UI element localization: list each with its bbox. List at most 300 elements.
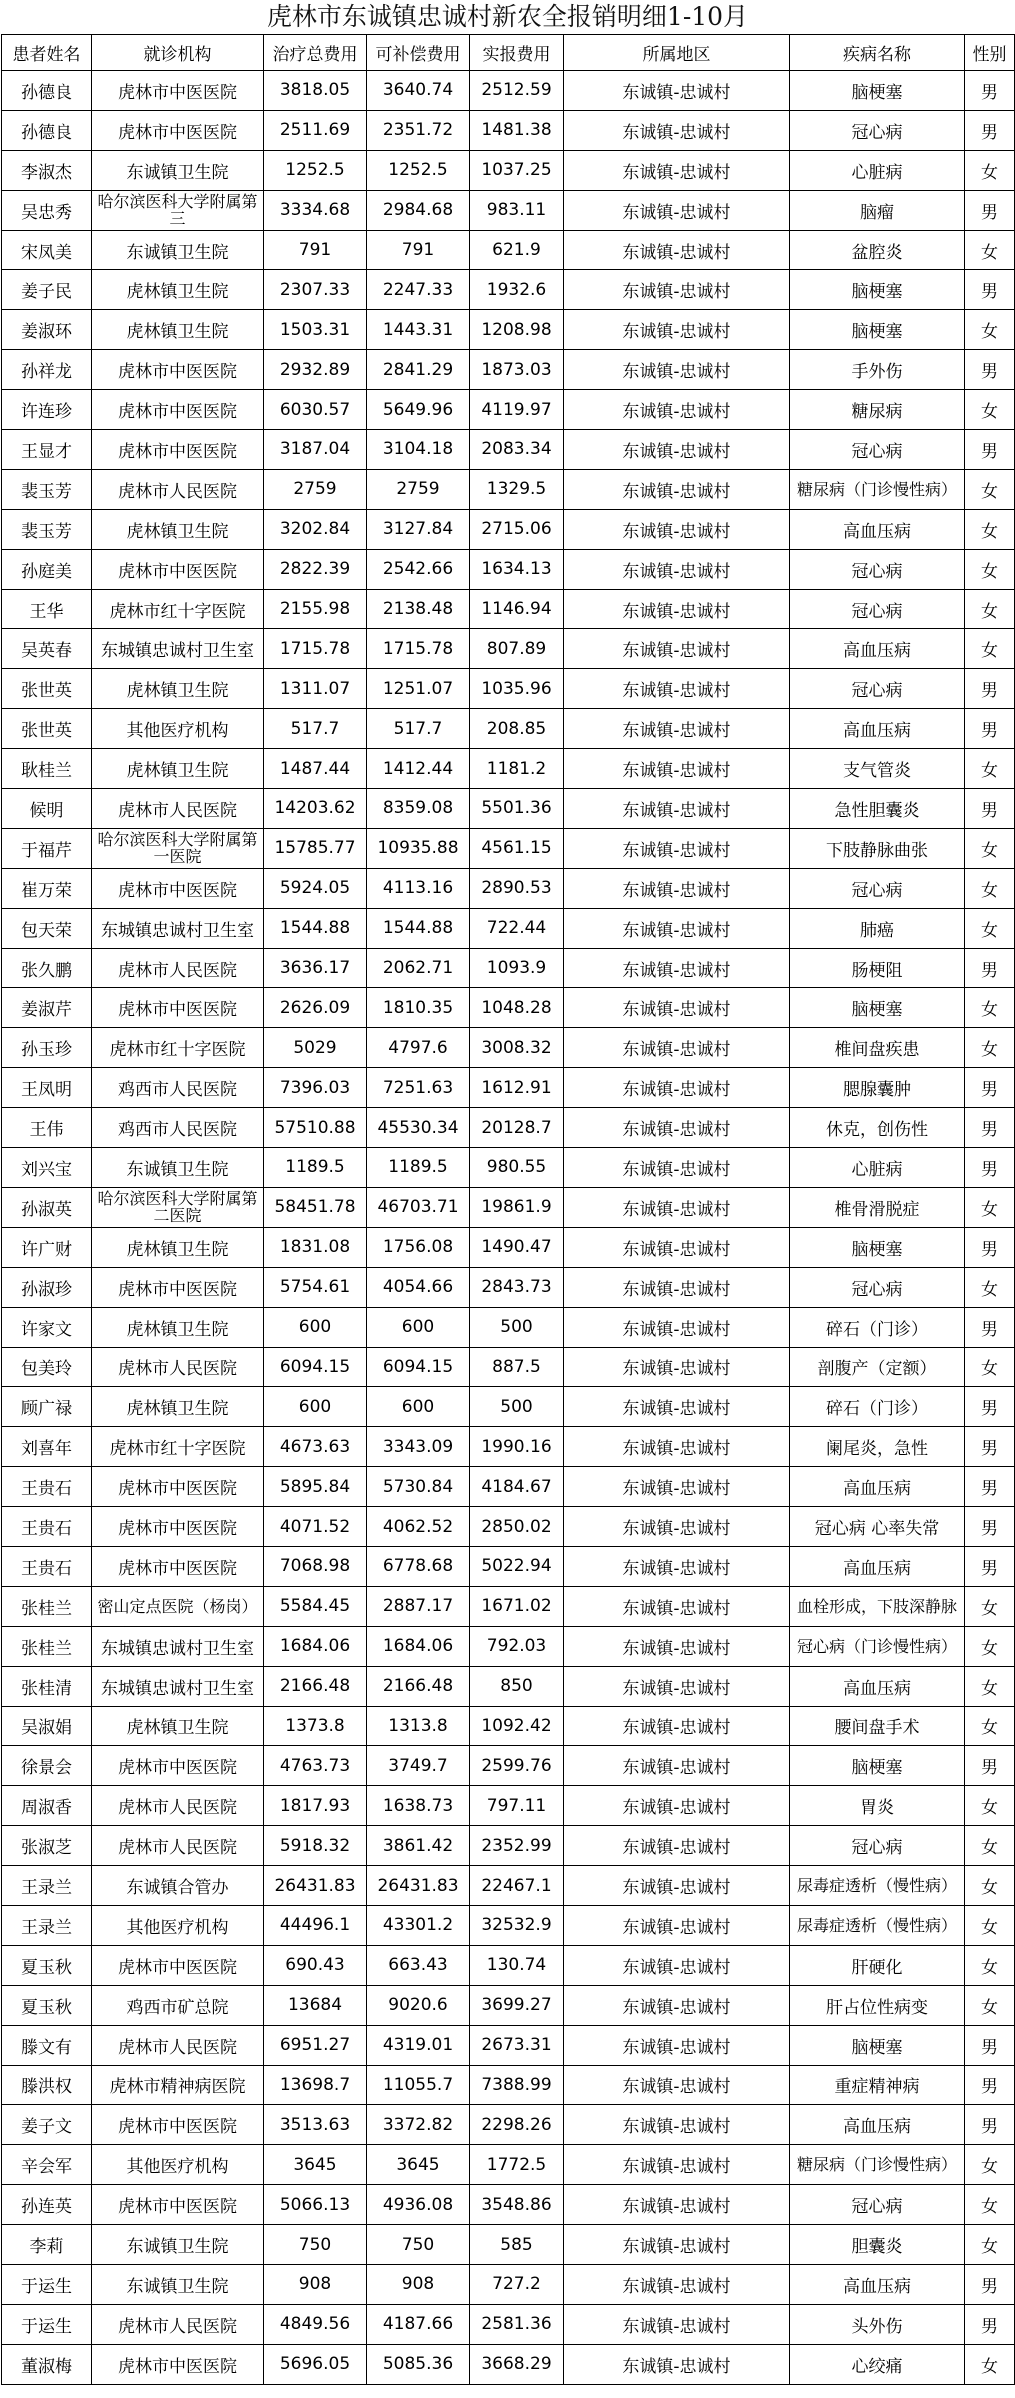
cell-region: 东诚镇-忠诚村: [564, 1108, 790, 1148]
cell-gender: 男: [965, 1307, 1015, 1347]
cell-region: 东诚镇-忠诚村: [564, 1387, 790, 1427]
table-row: [2, 1945, 1015, 1985]
cell-name: 李淑杰: [2, 150, 92, 190]
cell-name: 姜淑环: [2, 310, 92, 350]
cell-reimbursed-cost: 621.9: [470, 230, 564, 270]
cell-name: 王录兰: [2, 1905, 92, 1945]
cell-gender: 男: [965, 948, 1015, 988]
cell-region: 东诚镇-忠诚村: [564, 988, 790, 1028]
cell-total-cost: 2759: [264, 469, 367, 509]
cell-gender: 男: [965, 1148, 1015, 1188]
cell-disease: 冠心病 心率失常: [790, 1507, 965, 1547]
cell-disease: 脑梗塞: [790, 270, 965, 310]
cell-institution: 东诚镇卫生院: [92, 150, 264, 190]
cell-total-cost: 4071.52: [264, 1507, 367, 1547]
cell-reimbursed-cost: 3699.27: [470, 1985, 564, 2025]
cell-institution: 虎林市人民医院: [92, 1826, 264, 1866]
cell-gender: 男: [965, 1507, 1015, 1547]
cell-total-cost: 517.7: [264, 709, 367, 749]
cell-compensable-cost: 9020.6: [367, 1985, 470, 2025]
cell-disease: 冠心病: [790, 868, 965, 908]
table-row: [2, 948, 1015, 988]
cell-total-cost: 1715.78: [264, 629, 367, 669]
cell-disease: 高血压病: [790, 509, 965, 549]
cell-compensable-cost: 1684.06: [367, 1626, 470, 1666]
table-row: [2, 1467, 1015, 1507]
table-row: [2, 828, 1015, 868]
cell-name: 耿桂兰: [2, 749, 92, 789]
cell-gender: 女: [965, 2344, 1015, 2384]
cell-reimbursed-cost: 2673.31: [470, 2025, 564, 2065]
table-row: [2, 2304, 1015, 2344]
cell-disease: 冠心病: [790, 549, 965, 589]
cell-region: 东诚镇-忠诚村: [564, 589, 790, 629]
cell-region: 东诚镇-忠诚村: [564, 310, 790, 350]
cell-disease: 高血压病: [790, 2264, 965, 2304]
cell-name: 周淑香: [2, 1786, 92, 1826]
cell-total-cost: 6030.57: [264, 390, 367, 430]
cell-institution: 虎林市中医医院: [92, 110, 264, 150]
cell-total-cost: 3334.68: [264, 190, 367, 230]
cell-disease: 糖尿病: [790, 390, 965, 430]
table-row: [2, 2225, 1015, 2265]
cell-compensable-cost: 10935.88: [367, 828, 470, 868]
cell-disease: 高血压病: [790, 1666, 965, 1706]
cell-region: 东诚镇-忠诚村: [564, 1706, 790, 1746]
cell-gender: 男: [965, 190, 1015, 230]
cell-gender: 男: [965, 709, 1015, 749]
cell-institution: 虎林市人民医院: [92, 2304, 264, 2344]
cell-compensable-cost: 2759: [367, 469, 470, 509]
cell-compensable-cost: 3343.09: [367, 1427, 470, 1467]
cell-total-cost: 15785.77: [264, 828, 367, 868]
cell-reimbursed-cost: 1146.94: [470, 589, 564, 629]
cell-compensable-cost: 2841.29: [367, 350, 470, 390]
cell-region: 东诚镇-忠诚村: [564, 1666, 790, 1706]
cell-disease: 胃炎: [790, 1786, 965, 1826]
cell-institution: 鸡西市矿总院: [92, 1985, 264, 2025]
cell-gender: 女: [965, 1586, 1015, 1626]
header-name: 患者姓名: [2, 35, 92, 71]
cell-total-cost: 57510.88: [264, 1108, 367, 1148]
cell-region: 东诚镇-忠诚村: [564, 749, 790, 789]
cell-total-cost: 13684: [264, 1985, 367, 2025]
cell-gender: 女: [965, 509, 1015, 549]
cell-disease: 椎间盘疾患: [790, 1028, 965, 1068]
cell-disease: 心脏病: [790, 150, 965, 190]
cell-reimbursed-cost: 722.44: [470, 908, 564, 948]
header-total-cost: 治疗总费用: [264, 35, 367, 71]
cell-name: 孙德良: [2, 110, 92, 150]
cell-reimbursed-cost: 1634.13: [470, 549, 564, 589]
cell-disease: 尿毒症透析（慢性病）: [790, 1905, 965, 1945]
cell-compensable-cost: 2247.33: [367, 270, 470, 310]
page-title: 虎林市东诚镇忠诚村新农全报销明细1-10月: [266, 2, 749, 31]
cell-reimbursed-cost: 1092.42: [470, 1706, 564, 1746]
cell-disease: 肝占位性病变: [790, 1985, 965, 2025]
header-compensable-cost: 可补偿费用: [367, 35, 470, 71]
cell-institution: 虎林镇卫生院: [92, 1227, 264, 1267]
cell-total-cost: 2626.09: [264, 988, 367, 1028]
cell-reimbursed-cost: 1048.28: [470, 988, 564, 1028]
cell-total-cost: 6951.27: [264, 2025, 367, 2065]
cell-region: 东诚镇-忠诚村: [564, 469, 790, 509]
cell-region: 东诚镇-忠诚村: [564, 1347, 790, 1387]
cell-region: 东诚镇-忠诚村: [564, 230, 790, 270]
cell-compensable-cost: 908: [367, 2264, 470, 2304]
cell-disease: 急性胆囊炎: [790, 789, 965, 829]
cell-name: 夏玉秋: [2, 1985, 92, 2025]
cell-total-cost: 600: [264, 1387, 367, 1427]
cell-name: 宋凤美: [2, 230, 92, 270]
cell-reimbursed-cost: 797.11: [470, 1786, 564, 1826]
cell-gender: 男: [965, 1387, 1015, 1427]
cell-disease: 冠心病: [790, 110, 965, 150]
table-row: [2, 390, 1015, 430]
cell-name: 候明: [2, 789, 92, 829]
cell-name: 刘兴宝: [2, 1148, 92, 1188]
cell-institution: 其他医疗机构: [92, 1905, 264, 1945]
cell-region: 东诚镇-忠诚村: [564, 509, 790, 549]
cell-total-cost: 58451.78: [264, 1187, 367, 1227]
cell-gender: 女: [965, 2185, 1015, 2225]
cell-institution: 虎林市中医医院: [92, 2344, 264, 2384]
cell-compensable-cost: 1251.07: [367, 669, 470, 709]
cell-region: 东诚镇-忠诚村: [564, 1905, 790, 1945]
table-row: [2, 71, 1015, 111]
cell-compensable-cost: 4054.66: [367, 1267, 470, 1307]
cell-name: 吴淑娟: [2, 1706, 92, 1746]
cell-reimbursed-cost: 727.2: [470, 2264, 564, 2304]
cell-gender: 女: [965, 469, 1015, 509]
table-row: [2, 1227, 1015, 1267]
cell-disease: 高血压病: [790, 709, 965, 749]
cell-compensable-cost: 3861.42: [367, 1826, 470, 1866]
cell-gender: 男: [965, 1746, 1015, 1786]
cell-name: 辛会军: [2, 2145, 92, 2185]
cell-reimbursed-cost: 1873.03: [470, 350, 564, 390]
cell-reimbursed-cost: 3008.32: [470, 1028, 564, 1068]
cell-name: 于运生: [2, 2304, 92, 2344]
cell-reimbursed-cost: 1093.9: [470, 948, 564, 988]
cell-compensable-cost: 6094.15: [367, 1347, 470, 1387]
cell-gender: 男: [965, 110, 1015, 150]
cell-reimbursed-cost: 19861.9: [470, 1187, 564, 1227]
cell-reimbursed-cost: 585: [470, 2225, 564, 2265]
cell-compensable-cost: 11055.7: [367, 2065, 470, 2105]
header-disease: 疾病名称: [790, 35, 965, 71]
cell-disease: 支气管炎: [790, 749, 965, 789]
cell-total-cost: 690.43: [264, 1945, 367, 1985]
table-row: [2, 789, 1015, 829]
cell-institution: 虎林市中医医院: [92, 549, 264, 589]
cell-name: 徐景会: [2, 1746, 92, 1786]
table-row: [2, 669, 1015, 709]
cell-disease: 高血压病: [790, 629, 965, 669]
cell-region: 东诚镇-忠诚村: [564, 828, 790, 868]
cell-disease: 冠心病: [790, 669, 965, 709]
cell-region: 东诚镇-忠诚村: [564, 2185, 790, 2225]
cell-gender: 男: [965, 1068, 1015, 1108]
cell-total-cost: 44496.1: [264, 1905, 367, 1945]
cell-region: 东诚镇-忠诚村: [564, 1626, 790, 1666]
cell-disease: 重症精神病: [790, 2065, 965, 2105]
cell-region: 东诚镇-忠诚村: [564, 1866, 790, 1906]
cell-compensable-cost: 1715.78: [367, 629, 470, 669]
cell-disease: 糖尿病（门诊慢性病）: [790, 2145, 965, 2185]
cell-total-cost: 3513.63: [264, 2105, 367, 2145]
cell-compensable-cost: 750: [367, 2225, 470, 2265]
cell-disease: 椎骨滑脱症: [790, 1187, 965, 1227]
cell-total-cost: 1503.31: [264, 310, 367, 350]
cell-disease: 糖尿病（门诊慢性病）: [790, 469, 965, 509]
cell-reimbursed-cost: 1990.16: [470, 1427, 564, 1467]
cell-gender: 女: [965, 908, 1015, 948]
cell-reimbursed-cost: 807.89: [470, 629, 564, 669]
cell-compensable-cost: 663.43: [367, 1945, 470, 1985]
cell-region: 东诚镇-忠诚村: [564, 1427, 790, 1467]
cell-region: 东诚镇-忠诚村: [564, 270, 790, 310]
cell-gender: 男: [965, 1108, 1015, 1148]
cell-name: 王凤明: [2, 1068, 92, 1108]
table-row: [2, 1507, 1015, 1547]
cell-region: 东诚镇-忠诚村: [564, 1746, 790, 1786]
cell-compensable-cost: 4319.01: [367, 2025, 470, 2065]
cell-gender: 女: [965, 1786, 1015, 1826]
cell-disease: 冠心病（门诊慢性病）: [790, 1626, 965, 1666]
cell-total-cost: 4849.56: [264, 2304, 367, 2344]
cell-total-cost: 5924.05: [264, 868, 367, 908]
cell-gender: 女: [965, 1706, 1015, 1746]
cell-disease: 心绞痛: [790, 2344, 965, 2384]
cell-gender: 男: [965, 1427, 1015, 1467]
cell-total-cost: 7396.03: [264, 1068, 367, 1108]
cell-compensable-cost: 3749.7: [367, 1746, 470, 1786]
table-row: [2, 589, 1015, 629]
cell-institution: 东城镇忠诚村卫生室: [92, 1626, 264, 1666]
cell-gender: 女: [965, 828, 1015, 868]
cell-gender: 男: [965, 2264, 1015, 2304]
cell-reimbursed-cost: 2843.73: [470, 1267, 564, 1307]
cell-compensable-cost: 600: [367, 1387, 470, 1427]
cell-region: 东诚镇-忠诚村: [564, 1985, 790, 2025]
cell-institution: 哈尔滨医科大学附属第一医院: [92, 828, 264, 868]
cell-total-cost: 1831.08: [264, 1227, 367, 1267]
cell-compensable-cost: 4113.16: [367, 868, 470, 908]
cell-region: 东诚镇-忠诚村: [564, 390, 790, 430]
cell-compensable-cost: 5649.96: [367, 390, 470, 430]
cell-name: 许连珍: [2, 390, 92, 430]
cell-region: 东诚镇-忠诚村: [564, 150, 790, 190]
cell-region: 东诚镇-忠诚村: [564, 430, 790, 470]
cell-total-cost: 1311.07: [264, 669, 367, 709]
table-row: [2, 1786, 1015, 1826]
cell-gender: 男: [965, 2065, 1015, 2105]
cell-name: 张世英: [2, 709, 92, 749]
table-row: [2, 868, 1015, 908]
cell-gender: 女: [965, 1945, 1015, 1985]
cell-gender: 女: [965, 629, 1015, 669]
cell-reimbursed-cost: 2599.76: [470, 1746, 564, 1786]
cell-total-cost: 2511.69: [264, 110, 367, 150]
table-row: [2, 629, 1015, 669]
cell-region: 东诚镇-忠诚村: [564, 1467, 790, 1507]
cell-compensable-cost: 6778.68: [367, 1546, 470, 1586]
cell-region: 东诚镇-忠诚村: [564, 1945, 790, 1985]
cell-name: 王华: [2, 589, 92, 629]
cell-compensable-cost: 3640.74: [367, 71, 470, 111]
table-row: [2, 2025, 1015, 2065]
cell-reimbursed-cost: 130.74: [470, 1945, 564, 1985]
cell-disease: 盆腔炎: [790, 230, 965, 270]
header-region: 所属地区: [564, 35, 790, 71]
cell-region: 东诚镇-忠诚村: [564, 1187, 790, 1227]
cell-gender: 女: [965, 1347, 1015, 1387]
cell-disease: 冠心病: [790, 589, 965, 629]
cell-disease: 手外伤: [790, 350, 965, 390]
cell-name: 王贵石: [2, 1546, 92, 1586]
table-row: [2, 1905, 1015, 1945]
cell-region: 东诚镇-忠诚村: [564, 2264, 790, 2304]
cell-institution: 虎林市中医医院: [92, 350, 264, 390]
cell-total-cost: 6094.15: [264, 1347, 367, 1387]
cell-name: 王录兰: [2, 1866, 92, 1906]
cell-reimbursed-cost: 1671.02: [470, 1586, 564, 1626]
table-row: [2, 709, 1015, 749]
cell-disease: 高血压病: [790, 2105, 965, 2145]
header-gender: 性别: [965, 35, 1015, 71]
cell-compensable-cost: 4062.52: [367, 1507, 470, 1547]
cell-institution: 虎林市中医医院: [92, 430, 264, 470]
cell-reimbursed-cost: 2352.99: [470, 1826, 564, 1866]
cell-name: 滕文有: [2, 2025, 92, 2065]
cell-total-cost: 1684.06: [264, 1626, 367, 1666]
cell-region: 东诚镇-忠诚村: [564, 2105, 790, 2145]
cell-gender: 男: [965, 1467, 1015, 1507]
cell-compensable-cost: 1756.08: [367, 1227, 470, 1267]
reimbursement-table: [1, 34, 1015, 2385]
cell-total-cost: 4673.63: [264, 1427, 367, 1467]
cell-reimbursed-cost: 4119.97: [470, 390, 564, 430]
cell-total-cost: 3187.04: [264, 430, 367, 470]
cell-total-cost: 5754.61: [264, 1267, 367, 1307]
cell-total-cost: 2155.98: [264, 589, 367, 629]
cell-total-cost: 3636.17: [264, 948, 367, 988]
cell-disease: 休克，创伤性: [790, 1108, 965, 1148]
cell-gender: 女: [965, 1028, 1015, 1068]
cell-name: 孙德良: [2, 71, 92, 111]
cell-name: 孙淑珍: [2, 1267, 92, 1307]
cell-total-cost: 2822.39: [264, 549, 367, 589]
cell-institution: 虎林市中医医院: [92, 1746, 264, 1786]
cell-compensable-cost: 3645: [367, 2145, 470, 2185]
table-row: [2, 2145, 1015, 2185]
cell-total-cost: 1252.5: [264, 150, 367, 190]
cell-compensable-cost: 2542.66: [367, 549, 470, 589]
cell-disease: 下肢静脉曲张: [790, 828, 965, 868]
table-row: [2, 1187, 1015, 1227]
cell-institution: 东诚镇卫生院: [92, 230, 264, 270]
cell-compensable-cost: 2138.48: [367, 589, 470, 629]
cell-reimbursed-cost: 20128.7: [470, 1108, 564, 1148]
cell-disease: 碎石（门诊）: [790, 1307, 965, 1347]
cell-institution: 虎林市红十字医院: [92, 1028, 264, 1068]
cell-name: 张淑芝: [2, 1826, 92, 1866]
cell-region: 东诚镇-忠诚村: [564, 669, 790, 709]
cell-disease: 心脏病: [790, 1148, 965, 1188]
cell-compensable-cost: 3127.84: [367, 509, 470, 549]
cell-compensable-cost: 1443.31: [367, 310, 470, 350]
table-row: [2, 150, 1015, 190]
cell-region: 东诚镇-忠诚村: [564, 948, 790, 988]
cell-disease: 肝硬化: [790, 1945, 965, 1985]
cell-gender: 男: [965, 71, 1015, 111]
table-row: [2, 1347, 1015, 1387]
cell-gender: 男: [965, 2025, 1015, 2065]
cell-name: 孙庭美: [2, 549, 92, 589]
cell-institution: 东诚镇卫生院: [92, 2225, 264, 2265]
cell-name: 包美玲: [2, 1347, 92, 1387]
table-row: [2, 2344, 1015, 2384]
cell-institution: 虎林镇卫生院: [92, 1307, 264, 1347]
cell-region: 东诚镇-忠诚村: [564, 868, 790, 908]
cell-total-cost: 3645: [264, 2145, 367, 2185]
cell-region: 东诚镇-忠诚村: [564, 1786, 790, 1826]
cell-compensable-cost: 45530.34: [367, 1108, 470, 1148]
cell-name: 滕洪权: [2, 2065, 92, 2105]
cell-gender: 女: [965, 150, 1015, 190]
cell-region: 东诚镇-忠诚村: [564, 1227, 790, 1267]
cell-gender: 男: [965, 2105, 1015, 2145]
cell-region: 东诚镇-忠诚村: [564, 190, 790, 230]
cell-name: 裴玉芳: [2, 509, 92, 549]
cell-reimbursed-cost: 850: [470, 1666, 564, 1706]
cell-name: 王伟: [2, 1108, 92, 1148]
cell-region: 东诚镇-忠诚村: [564, 2065, 790, 2105]
cell-total-cost: 1817.93: [264, 1786, 367, 1826]
cell-reimbursed-cost: 5022.94: [470, 1546, 564, 1586]
cell-disease: 脑梗塞: [790, 71, 965, 111]
cell-institution: 虎林镇卫生院: [92, 1706, 264, 1746]
cell-compensable-cost: 2887.17: [367, 1586, 470, 1626]
table-row: [2, 190, 1015, 230]
cell-name: 孙连英: [2, 2185, 92, 2225]
cell-disease: 冠心病: [790, 430, 965, 470]
cell-name: 孙祥龙: [2, 350, 92, 390]
cell-disease: 剖腹产（定额）: [790, 1347, 965, 1387]
cell-total-cost: 908: [264, 2264, 367, 2304]
cell-name: 王贵石: [2, 1507, 92, 1547]
cell-disease: 冠心病: [790, 2185, 965, 2225]
cell-disease: 肠梗阻: [790, 948, 965, 988]
cell-disease: 冠心病: [790, 1267, 965, 1307]
cell-compensable-cost: 8359.08: [367, 789, 470, 829]
cell-gender: 男: [965, 270, 1015, 310]
cell-gender: 男: [965, 2304, 1015, 2344]
cell-compensable-cost: 3104.18: [367, 430, 470, 470]
cell-compensable-cost: 1189.5: [367, 1148, 470, 1188]
cell-gender: 女: [965, 1985, 1015, 2025]
cell-total-cost: 5029: [264, 1028, 367, 1068]
cell-institution: 虎林市中医医院: [92, 1945, 264, 1985]
cell-name: 董淑梅: [2, 2344, 92, 2384]
cell-reimbursed-cost: 980.55: [470, 1148, 564, 1188]
cell-institution: 虎林镇卫生院: [92, 270, 264, 310]
table-row: [2, 549, 1015, 589]
cell-total-cost: 2932.89: [264, 350, 367, 390]
cell-total-cost: 4763.73: [264, 1746, 367, 1786]
cell-gender: 男: [965, 669, 1015, 709]
